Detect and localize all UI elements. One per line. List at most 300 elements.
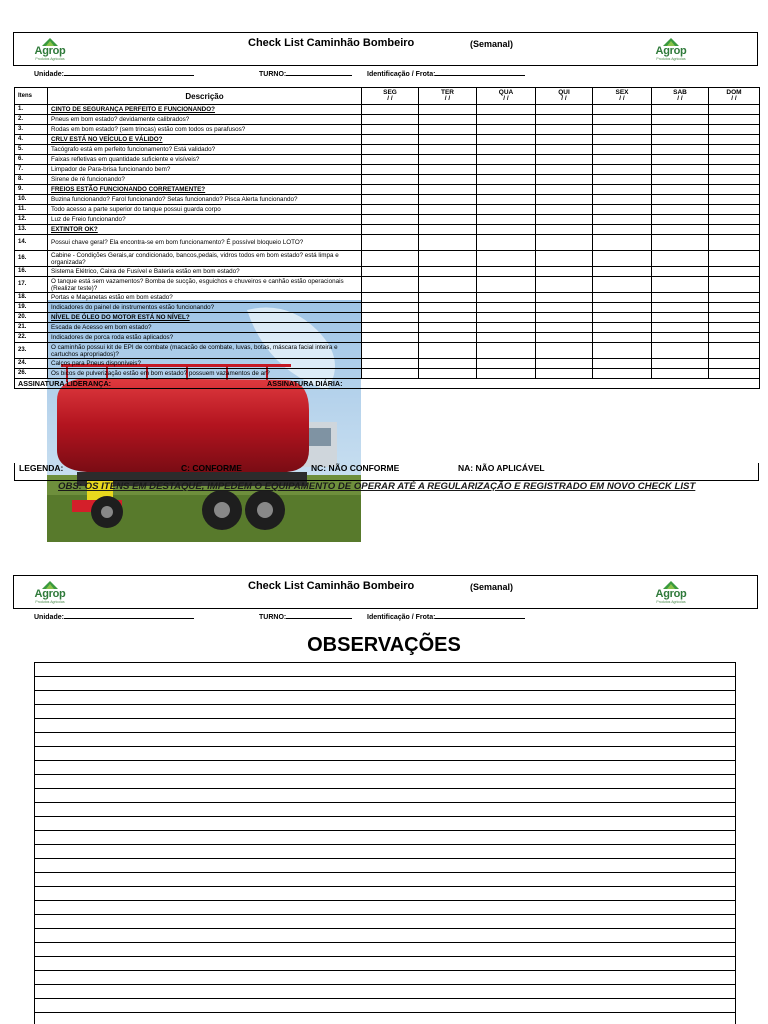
check-cell[interactable] — [477, 205, 536, 215]
check-cell[interactable] — [709, 333, 760, 343]
item-description: Possui chave geral? Ela encontra-se em bom funcionamento? É possível bloqueio LOTO? — [48, 235, 362, 251]
check-cell[interactable] — [419, 343, 477, 359]
check-cell[interactable] — [709, 251, 760, 267]
check-cell[interactable] — [362, 313, 419, 323]
item-description: Sistema Elétrico, Caixa de Fusível e Bateria estão em bom estado? — [48, 267, 362, 277]
observation-line[interactable] — [35, 929, 735, 943]
check-cell[interactable] — [362, 115, 419, 125]
item-description: NÍVEL DE ÓLEO DO MOTOR ESTÁ NO NÍVEL? — [48, 313, 362, 323]
observation-line[interactable] — [35, 901, 735, 915]
check-cell[interactable] — [536, 215, 593, 225]
item-description: CRLV ESTÁ NO VEÍCULO E VÁLIDO? — [48, 135, 362, 145]
item-number: 24. — [15, 359, 48, 369]
check-cell[interactable] — [362, 105, 419, 115]
check-cell[interactable] — [652, 251, 709, 267]
item-description: Luz de Freio funcionando? — [48, 215, 362, 225]
check-cell[interactable] — [652, 205, 709, 215]
check-cell[interactable] — [362, 155, 419, 165]
check-cell[interactable] — [652, 333, 709, 343]
table-row — [15, 323, 760, 333]
check-cell[interactable] — [419, 105, 477, 115]
check-cell[interactable] — [362, 359, 419, 369]
check-cell[interactable] — [709, 313, 760, 323]
check-cell[interactable] — [652, 175, 709, 185]
check-cell[interactable] — [536, 105, 593, 115]
col-day: QUA / / — [477, 88, 536, 105]
item-description: Todo acesso a parte superior do tanque possui guarda corpo — [48, 205, 362, 215]
table-row — [15, 343, 760, 359]
check-cell[interactable] — [362, 343, 419, 359]
check-cell[interactable] — [362, 145, 419, 155]
check-cell[interactable] — [593, 175, 652, 185]
check-cell[interactable] — [477, 135, 536, 145]
agrop-logo — [30, 37, 70, 63]
item-number: 1. — [15, 105, 48, 115]
identificacao-label: Identificação / Frota: — [367, 71, 436, 78]
check-cell[interactable] — [652, 267, 709, 277]
check-cell[interactable] — [362, 195, 419, 205]
check-cell[interactable] — [652, 343, 709, 359]
logo-text: Agrop — [34, 45, 66, 57]
check-cell[interactable] — [709, 359, 760, 369]
check-cell[interactable] — [593, 195, 652, 205]
item-description: Rodas em bom estado? (sem trincas) estão com todos os parafusos? — [48, 125, 362, 135]
table-row — [15, 333, 760, 343]
observation-line[interactable] — [35, 887, 735, 901]
check-cell[interactable] — [652, 293, 709, 303]
col-itens: Itens — [15, 88, 48, 105]
check-cell[interactable] — [536, 303, 593, 313]
check-cell[interactable] — [419, 251, 477, 267]
observation-line[interactable] — [35, 831, 735, 845]
observation-line[interactable] — [35, 789, 735, 803]
check-cell[interactable] — [477, 235, 536, 251]
check-cell[interactable] — [477, 369, 536, 379]
check-cell[interactable] — [477, 359, 536, 369]
legend-label: LEGENDA: — [19, 463, 64, 473]
check-cell[interactable] — [536, 205, 593, 215]
item-number: 19. — [15, 303, 48, 313]
check-cell[interactable] — [709, 343, 760, 359]
check-cell[interactable] — [536, 251, 593, 267]
item-number: 17. — [15, 277, 48, 293]
check-cell[interactable] — [709, 115, 760, 125]
item-number: 11. — [15, 205, 48, 215]
check-cell[interactable] — [419, 369, 477, 379]
check-cell[interactable] — [477, 175, 536, 185]
check-cell[interactable] — [536, 115, 593, 125]
table-row — [15, 277, 760, 293]
check-cell[interactable] — [477, 343, 536, 359]
check-cell[interactable] — [652, 135, 709, 145]
check-cell[interactable] — [652, 313, 709, 323]
signature-area[interactable] — [362, 379, 760, 389]
check-cell[interactable] — [652, 115, 709, 125]
check-cell[interactable] — [419, 195, 477, 205]
check-cell[interactable] — [652, 125, 709, 135]
check-cell[interactable] — [362, 267, 419, 277]
check-cell[interactable] — [419, 359, 477, 369]
check-cell[interactable] — [477, 185, 536, 195]
check-cell[interactable] — [593, 185, 652, 195]
check-cell[interactable] — [593, 277, 652, 293]
unidade-field[interactable] — [34, 612, 194, 621]
identificacao-label: Identificação / Frota: — [367, 614, 436, 621]
turno-label: TURNO: — [259, 614, 287, 621]
check-cell[interactable] — [419, 215, 477, 225]
item-number: 16. — [15, 251, 48, 267]
check-cell[interactable] — [362, 185, 419, 195]
unidade-label: Unidade: — [34, 71, 64, 78]
check-cell[interactable] — [536, 195, 593, 205]
observation-line[interactable] — [35, 873, 735, 887]
signature-diaria-label: ASSINATURA DIÁRIA: — [267, 379, 343, 388]
check-cell[interactable] — [419, 125, 477, 135]
item-description: CINTO DE SEGURANÇA PERFEITO E FUNCIONANDO? — [48, 105, 362, 115]
check-cell[interactable] — [477, 313, 536, 323]
check-cell[interactable] — [709, 135, 760, 145]
table-row — [15, 115, 760, 125]
check-cell[interactable] — [477, 277, 536, 293]
check-cell[interactable] — [652, 359, 709, 369]
check-cell[interactable] — [419, 205, 477, 215]
check-cell[interactable] — [419, 303, 477, 313]
check-cell[interactable] — [709, 369, 760, 379]
item-description: Indicadores do painel de instrumentos estão funcionando? — [48, 303, 362, 313]
check-cell[interactable] — [419, 165, 477, 175]
item-description: Tacógrafo está em perfeito funcionamento? Está validado? — [48, 145, 362, 155]
check-cell[interactable] — [362, 125, 419, 135]
observation-line[interactable] — [35, 775, 735, 789]
check-cell[interactable] — [536, 235, 593, 251]
check-cell[interactable] — [709, 155, 760, 165]
check-cell[interactable] — [362, 303, 419, 313]
table-row — [15, 145, 760, 155]
check-cell[interactable] — [536, 293, 593, 303]
table-row — [15, 105, 760, 115]
check-cell[interactable] — [477, 215, 536, 225]
item-number: 18. — [15, 293, 48, 303]
check-cell[interactable] — [419, 293, 477, 303]
check-cell[interactable] — [477, 115, 536, 125]
check-cell[interactable] — [593, 225, 652, 235]
observation-line[interactable] — [35, 859, 735, 873]
check-cell[interactable] — [709, 165, 760, 175]
check-cell[interactable] — [419, 235, 477, 251]
check-cell[interactable] — [709, 185, 760, 195]
table-row — [15, 185, 760, 195]
check-cell[interactable] — [652, 185, 709, 195]
item-description: Cabine - Condições Gerais,ar condicionado, bancos,pedais, vidros todos em bom estado? está limpa e organizada? — [48, 251, 362, 267]
check-cell[interactable] — [536, 359, 593, 369]
col-day: QUI / / — [536, 88, 593, 105]
check-cell[interactable] — [477, 267, 536, 277]
table-row — [15, 225, 760, 235]
signature-row — [15, 379, 760, 389]
check-cell[interactable] — [593, 135, 652, 145]
check-cell[interactable] — [362, 165, 419, 175]
check-cell[interactable] — [593, 251, 652, 267]
check-cell[interactable] — [419, 135, 477, 145]
check-cell[interactable] — [536, 135, 593, 145]
check-cell[interactable] — [362, 251, 419, 267]
logo-text: Agrop — [655, 588, 687, 600]
item-description: O tanque está sem vazamentos? Bomba de sucção, esguichos e chuveiros e canhão estão operacionais (Realizar teste)? — [48, 277, 362, 293]
item-number: 12. — [15, 215, 48, 225]
table-row — [15, 267, 760, 277]
check-cell[interactable] — [477, 165, 536, 175]
check-cell[interactable] — [652, 277, 709, 293]
check-cell[interactable] — [709, 225, 760, 235]
col-day: DOM / / — [709, 88, 760, 105]
check-cell[interactable] — [419, 313, 477, 323]
check-cell[interactable] — [652, 323, 709, 333]
check-cell[interactable] — [477, 225, 536, 235]
item-description: Calços para Pneus disponíveis? — [48, 359, 362, 369]
check-cell[interactable] — [593, 359, 652, 369]
check-cell[interactable] — [362, 277, 419, 293]
check-cell[interactable] — [652, 155, 709, 165]
observation-line[interactable] — [35, 915, 735, 929]
check-cell[interactable] — [593, 293, 652, 303]
table-row — [15, 205, 760, 215]
table-row — [15, 359, 760, 369]
check-cell[interactable] — [536, 125, 593, 135]
turno-label: TURNO: — [259, 71, 287, 78]
check-cell[interactable] — [419, 175, 477, 185]
item-number: 26. — [15, 369, 48, 379]
check-cell[interactable] — [652, 105, 709, 115]
check-cell[interactable] — [362, 369, 419, 379]
check-cell[interactable] — [477, 323, 536, 333]
item-number: 22. — [15, 333, 48, 343]
check-cell[interactable] — [536, 155, 593, 165]
item-description: Sirene de ré funcionando? — [48, 175, 362, 185]
check-cell[interactable] — [419, 185, 477, 195]
item-number: 6. — [15, 155, 48, 165]
col-day: TER / / — [419, 88, 477, 105]
check-cell[interactable] — [593, 155, 652, 165]
check-cell[interactable] — [593, 343, 652, 359]
check-cell[interactable] — [419, 155, 477, 165]
form-title: Check List Caminhão Bombeiro — [248, 580, 415, 592]
check-cell[interactable] — [536, 165, 593, 175]
check-cell[interactable] — [593, 145, 652, 155]
check-cell[interactable] — [652, 235, 709, 251]
check-cell[interactable] — [652, 195, 709, 205]
observation-line[interactable] — [35, 747, 735, 761]
check-cell[interactable] — [536, 313, 593, 323]
check-cell[interactable] — [709, 105, 760, 115]
observation-line[interactable] — [35, 705, 735, 719]
check-cell[interactable] — [362, 293, 419, 303]
check-cell[interactable] — [709, 267, 760, 277]
col-day: SEG / / — [362, 88, 419, 105]
item-number: 16. — [15, 267, 48, 277]
check-cell[interactable] — [709, 235, 760, 251]
check-cell[interactable] — [652, 165, 709, 175]
observation-line[interactable] — [35, 803, 735, 817]
check-cell[interactable] — [709, 215, 760, 225]
agrop-logo — [30, 580, 70, 606]
check-cell[interactable] — [419, 115, 477, 125]
check-cell[interactable] — [593, 267, 652, 277]
check-cell[interactable] — [362, 333, 419, 343]
check-cell[interactable] — [593, 165, 652, 175]
check-cell[interactable] — [709, 277, 760, 293]
turno-field[interactable] — [259, 612, 352, 621]
check-cell[interactable] — [362, 235, 419, 251]
check-cell[interactable] — [593, 333, 652, 343]
table-row — [15, 251, 760, 267]
check-cell[interactable] — [652, 303, 709, 313]
observation-line[interactable] — [35, 733, 735, 747]
check-cell[interactable] — [593, 125, 652, 135]
observation-line[interactable] — [35, 691, 735, 705]
check-cell[interactable] — [419, 267, 477, 277]
check-cell[interactable] — [362, 323, 419, 333]
legend — [14, 463, 759, 481]
form-period: (Semanal) — [470, 39, 514, 49]
observation-line[interactable] — [35, 999, 735, 1013]
check-cell[interactable] — [362, 215, 419, 225]
legend-nao-aplicavel: NA: NÃO APLICÁVEL — [458, 463, 545, 473]
check-cell[interactable] — [593, 235, 652, 251]
observacoes-lines[interactable] — [34, 662, 736, 1024]
table-row — [15, 293, 760, 303]
check-cell[interactable] — [362, 135, 419, 145]
unidade-field[interactable] — [34, 69, 194, 78]
table-header-row — [15, 88, 760, 105]
check-cell[interactable] — [652, 369, 709, 379]
check-cell[interactable] — [709, 323, 760, 333]
check-cell[interactable] — [593, 215, 652, 225]
observation-line[interactable] — [35, 943, 735, 957]
item-description: Buzina funcionando? Farol funcionando? Setas funcionando? Pisca Alerta funcionando? — [48, 195, 362, 205]
check-cell[interactable] — [477, 155, 536, 165]
logo-subtext: Produtos Agricolas — [656, 600, 686, 604]
logo-text: Agrop — [655, 45, 687, 57]
observation-line[interactable] — [35, 971, 735, 985]
observation-line[interactable] — [35, 663, 735, 677]
check-cell[interactable] — [593, 115, 652, 125]
observation-line[interactable] — [35, 677, 735, 691]
check-cell[interactable] — [477, 145, 536, 155]
check-cell[interactable] — [536, 333, 593, 343]
check-cell[interactable] — [477, 293, 536, 303]
legend-nao-conforme: NC: NÃO CONFORME — [311, 463, 400, 473]
item-number: 10. — [15, 195, 48, 205]
check-cell[interactable] — [709, 293, 760, 303]
check-cell[interactable] — [419, 277, 477, 293]
identificacao-field[interactable] — [367, 69, 525, 78]
check-cell[interactable] — [477, 105, 536, 115]
check-cell[interactable] — [419, 225, 477, 235]
check-cell[interactable] — [362, 175, 419, 185]
form-header — [13, 32, 758, 66]
table-row — [15, 235, 760, 251]
check-cell[interactable] — [593, 205, 652, 215]
form-header-page2 — [13, 575, 758, 609]
check-cell[interactable] — [536, 225, 593, 235]
form-title: Check List Caminhão Bombeiro — [248, 37, 415, 49]
observation-line[interactable] — [35, 957, 735, 971]
observation-line[interactable] — [35, 985, 735, 999]
observation-line[interactable] — [35, 719, 735, 733]
form-period: (Semanal) — [470, 582, 514, 592]
check-cell[interactable] — [593, 323, 652, 333]
item-description: Faixas refletivas em quantidade suficiente e visíveis? — [48, 155, 362, 165]
check-cell[interactable] — [652, 215, 709, 225]
item-description: FREIOS ESTÃO FUNCIONANDO CORRETAMENTE? — [48, 185, 362, 195]
check-cell[interactable] — [536, 369, 593, 379]
table-row — [15, 125, 760, 135]
check-cell[interactable] — [593, 303, 652, 313]
observation-line[interactable] — [35, 845, 735, 859]
item-number: 23. — [15, 343, 48, 359]
item-number: 2. — [15, 115, 48, 125]
identificacao-field[interactable] — [367, 612, 525, 621]
item-number: 8. — [15, 175, 48, 185]
check-cell[interactable] — [419, 323, 477, 333]
check-cell[interactable] — [709, 125, 760, 135]
check-cell[interactable] — [536, 323, 593, 333]
legend-conforme: C: CONFORME — [181, 463, 242, 473]
check-cell[interactable] — [593, 313, 652, 323]
check-cell[interactable] — [536, 277, 593, 293]
signature-lideranca-label: ASSINATURA LIDERANÇA: — [18, 379, 112, 388]
check-cell[interactable] — [536, 175, 593, 185]
check-cell[interactable] — [419, 333, 477, 343]
check-cell[interactable] — [419, 145, 477, 155]
check-cell[interactable] — [477, 251, 536, 267]
unidade-label: Unidade: — [34, 614, 64, 621]
check-cell[interactable] — [477, 195, 536, 205]
item-number: 3. — [15, 125, 48, 135]
observacoes-title: OBSERVAÇÕES — [307, 634, 461, 656]
check-cell[interactable] — [536, 343, 593, 359]
turno-field[interactable] — [259, 69, 352, 78]
check-cell[interactable] — [593, 105, 652, 115]
logo-subtext: Produtos Agricolas — [35, 600, 65, 604]
check-cell[interactable] — [709, 205, 760, 215]
check-cell[interactable] — [709, 195, 760, 205]
check-cell[interactable] — [536, 145, 593, 155]
item-description: Portas e Maçanetas estão em bom estado? — [48, 293, 362, 303]
check-cell[interactable] — [652, 145, 709, 155]
check-cell[interactable] — [477, 303, 536, 313]
check-cell[interactable] — [362, 205, 419, 215]
check-cell[interactable] — [477, 333, 536, 343]
check-cell[interactable] — [536, 267, 593, 277]
observation-line[interactable] — [35, 817, 735, 831]
logo-text: Agrop — [34, 588, 66, 600]
check-cell[interactable] — [593, 369, 652, 379]
table-row — [15, 215, 760, 225]
check-cell[interactable] — [709, 145, 760, 155]
observation-line[interactable] — [35, 761, 735, 775]
check-cell[interactable] — [477, 125, 536, 135]
check-cell[interactable] — [709, 303, 760, 313]
item-number: 9. — [15, 185, 48, 195]
item-number: 21. — [15, 323, 48, 333]
check-cell[interactable] — [709, 175, 760, 185]
check-cell[interactable] — [652, 225, 709, 235]
checklist-table — [14, 87, 760, 389]
check-cell[interactable] — [536, 185, 593, 195]
check-cell[interactable] — [362, 225, 419, 235]
item-description: EXTINTOR OK? — [48, 225, 362, 235]
